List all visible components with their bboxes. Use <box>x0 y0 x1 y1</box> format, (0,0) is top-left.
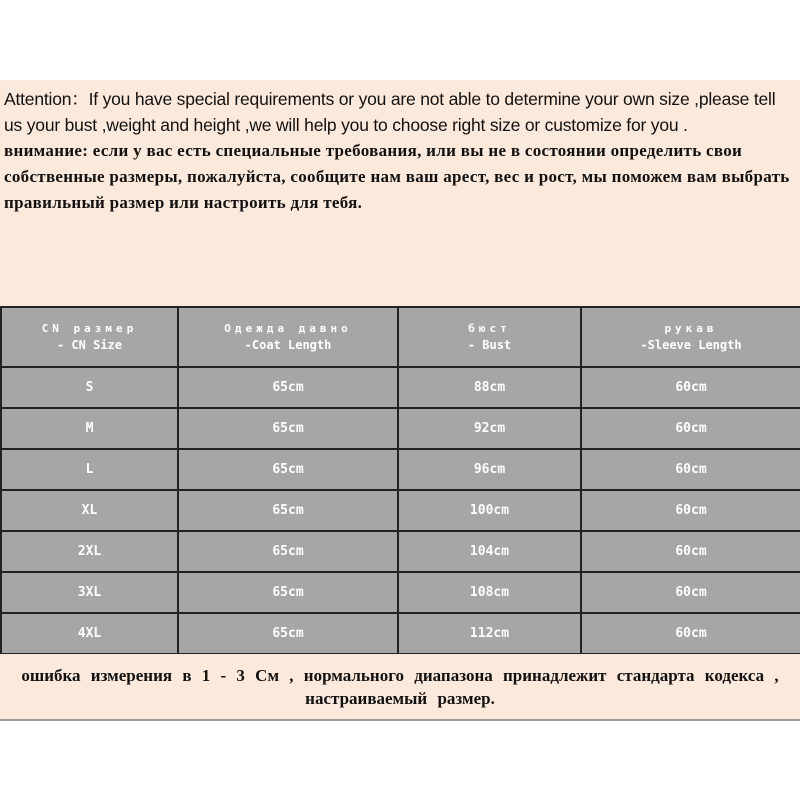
table-cell: 60cm <box>581 449 800 490</box>
table-cell: 65cm <box>178 367 398 408</box>
table-cell: 60cm <box>581 490 800 531</box>
column-header <box>581 307 800 367</box>
table-row <box>1 531 800 572</box>
table-row <box>1 613 800 654</box>
attention-text-english: Attention：If you have special requirements or you are not able to determine your own size ,please tell us your bust ,weight and height ,we will help you to choose right size or customize for you . <box>4 89 776 135</box>
table-cell: 96cm <box>398 449 581 490</box>
table-cell: 65cm <box>178 613 398 654</box>
table-cell: 60cm <box>581 572 800 613</box>
table-cell: 65cm <box>178 408 398 449</box>
table-cell: 65cm <box>178 490 398 531</box>
table-cell: 3XL <box>1 572 178 613</box>
table-row <box>1 572 800 613</box>
table-row <box>1 408 800 449</box>
column-header <box>178 307 398 367</box>
table-cell: 4XL <box>1 613 178 654</box>
table-row <box>1 449 800 490</box>
column-header-en: - CN Size <box>56 338 123 352</box>
column-header-ru: CN размер <box>41 322 138 335</box>
table-cell: 60cm <box>581 613 800 654</box>
column-header <box>1 307 178 367</box>
attention-text-russian: внимание: если у вас есть специальные требования, или вы не в состоянии определить свои собственные размеры, пожалуйста, сообщите нам ваш арест, вес и рост, мы поможем вам выбрать правильный размер или настроить для тебя. <box>4 141 790 212</box>
table-cell: 60cm <box>581 367 800 408</box>
measurement-footnote: ошибка измерения в 1 - 3 См , нормального диапазона принадлежит стандарта кодекса , настраиваемый размер. <box>0 654 800 721</box>
table-cell: 112cm <box>398 613 581 654</box>
table-row <box>1 490 800 531</box>
table-cell: 88cm <box>398 367 581 408</box>
table-cell: 65cm <box>178 531 398 572</box>
table-header-row <box>1 307 800 367</box>
table-row <box>1 367 800 408</box>
column-header <box>398 307 581 367</box>
table-cell: M <box>1 408 178 449</box>
table-cell: S <box>1 367 178 408</box>
attention-note <box>0 80 800 306</box>
size-chart-table <box>0 306 800 655</box>
column-header-ru: Одежда давно <box>224 322 352 335</box>
column-header-en: -Coat Length <box>244 338 332 352</box>
table-cell: 92cm <box>398 408 581 449</box>
table-cell: 60cm <box>581 531 800 572</box>
column-header-ru: бюст <box>468 322 511 335</box>
table-cell: 65cm <box>178 572 398 613</box>
column-header-ru: рукав <box>664 322 718 335</box>
table-cell: 104cm <box>398 531 581 572</box>
column-header-en: -Sleeve Length <box>640 338 742 352</box>
table-cell: 2XL <box>1 531 178 572</box>
table-cell: 60cm <box>581 408 800 449</box>
table-cell: 100cm <box>398 490 581 531</box>
table-cell: 65cm <box>178 449 398 490</box>
table-cell: 108cm <box>398 572 581 613</box>
table-cell: L <box>1 449 178 490</box>
column-header-en: - Bust <box>467 338 512 352</box>
table-cell: XL <box>1 490 178 531</box>
